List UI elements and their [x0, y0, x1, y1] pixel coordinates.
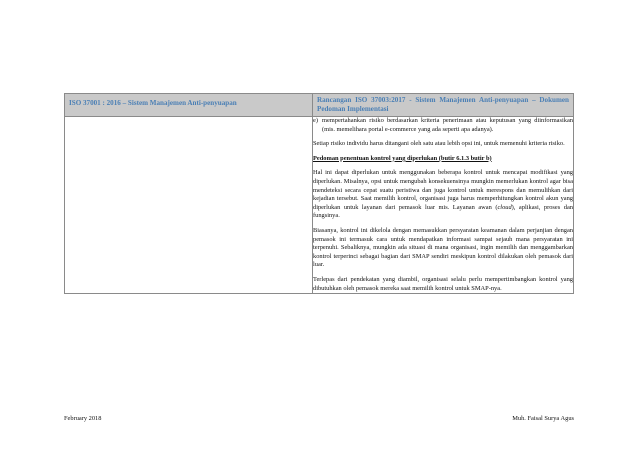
table-body-row	[65, 117, 574, 294]
footer-date: February 2018	[64, 415, 102, 422]
list-item-e	[313, 117, 573, 134]
list-item-marker: e)	[313, 117, 318, 124]
paragraph-approach: Terlepas dari pendekatan yang diambil, organisasi selalu perlu mempertimbangkan kontrol yang dibutuhkan oleh pemasok mereka saat memilih kontrol untuk SMAP-nya.	[313, 275, 573, 292]
body-cell-right	[313, 117, 574, 294]
header-left-text: ISO 37001 : 2016 – Sistem Manajemen Anti-penyuapan	[69, 99, 237, 107]
table-header-row	[65, 94, 574, 117]
paragraph-controls-part-1: Hal ini dapat diperlukan untuk menggunakan beberapa kontrol untuk mencapai modifikasi yang diperlukan. Misalnya, opsi untuk mengubah konsekuensinya mungkin memerlukan kontrol agar bisa mendeteksi secara cepat suatu peristiwa dan juga kontrol untuk merespons dan memulihkan dari kejadian tersebut. Saat memilih kontrol, organisasi juga harus memperhitungkan kontrol akun yang diperlukan untuk layanan dari pemasok luar mis. Layanan awan (	[313, 169, 573, 211]
header-cell-iso-37003	[313, 94, 574, 117]
list-item-text: mempertahankan risiko berdasarkan kriteria penerimaan atau keputusan yang diinformasikan (mis. memelihara portal e-commerce yang ada seperti apa adanya).	[322, 117, 573, 133]
document-table	[64, 93, 574, 294]
paragraph-controls-part-2: ), aplikasi, proses dan fungsinya.	[313, 203, 573, 220]
footer-author: Muh. Faisal Surya Agus	[512, 415, 574, 422]
section-subheading: Pedoman penentuan kontrol yang diperlukan (butir 6.1.3 butir b)	[313, 154, 492, 162]
header-right-text: Rancangan ISO 37003:2017 - Sistem Manajemen Anti-penyuapan – Dokumen Pedoman Implementasi	[317, 96, 569, 113]
paragraph-controls-emphasis: cloud	[497, 203, 512, 211]
paragraph-risk-treatment: Setiap risiko individu harus ditangani oleh satu atau lebih opsi ini, untuk memenuhi kriteria risiko.	[313, 140, 565, 148]
body-cell-left-empty	[65, 117, 313, 294]
paragraph-controls	[313, 169, 573, 221]
header-cell-iso-37001	[65, 94, 313, 117]
paragraph-supplier-agreements: Biasanya, kontrol ini dikelola dengan memasukkan persyaratan keamanan dalam perjanjian dengan pemasok ini termasuk cara untuk mendapatkan informasi sampai sejauh mana persyaratan ini terpenuhi. Sebaliknya, mungkin ada situasi di mana organisasi, ingin memilih dan menggambarkan kontrol terperinci sebagai bagian dari SMAP sendiri meskipun kontrol dilakukan oleh pemasok dari luar.	[313, 226, 573, 269]
